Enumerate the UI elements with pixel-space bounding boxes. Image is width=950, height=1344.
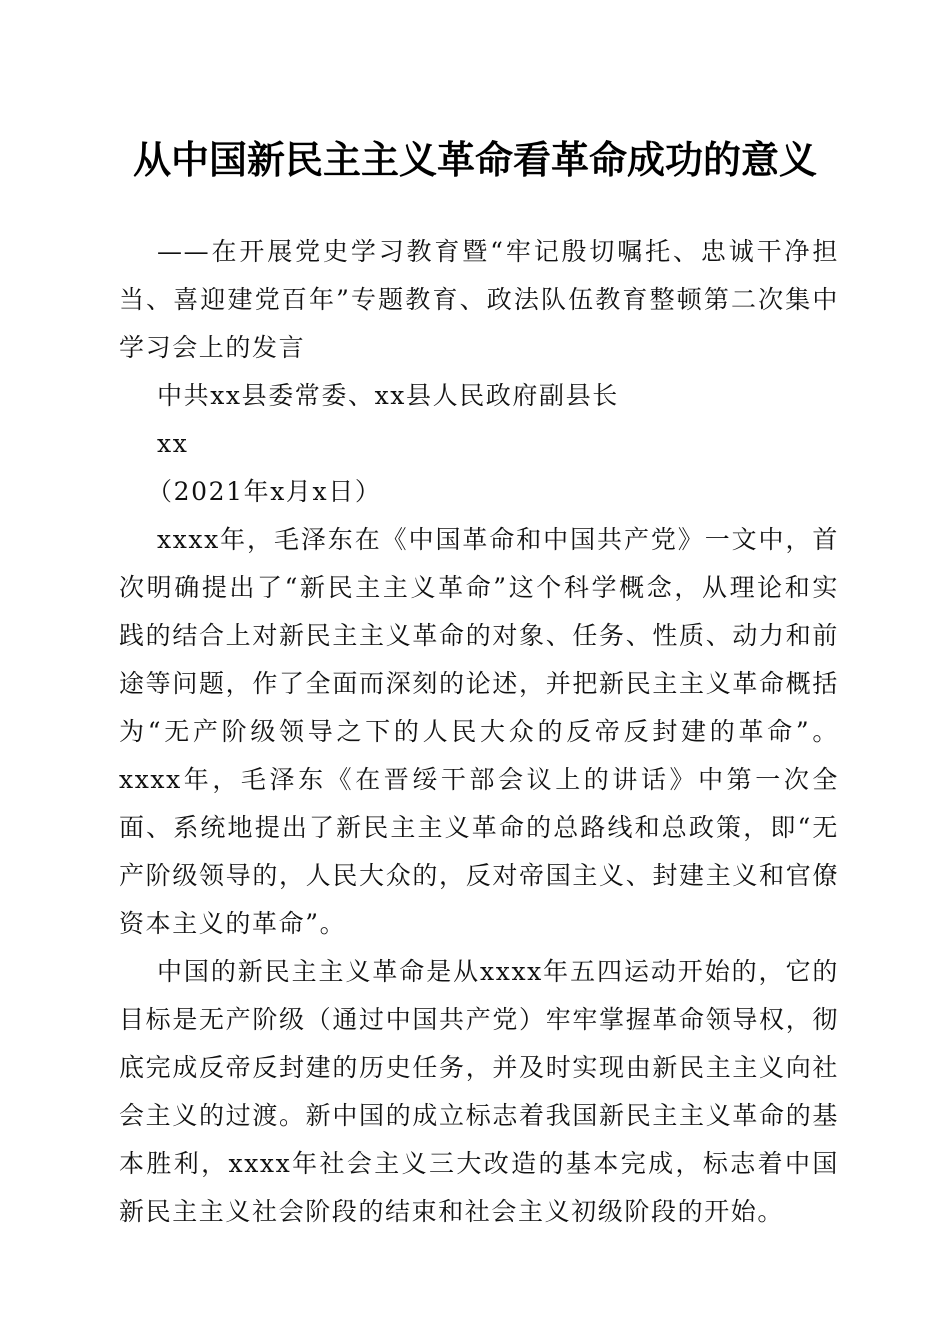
- body-paragraph: xxxx年，毛泽东在《中国革命和中国共产党》一文中，首次明确提出了“新民主主义革命”这个科学概念，从理论和实践的结合上对新民主主义革命的对象、任务、性质、动力和前途等问题，作了全面而深刻的论述，并把新民主主义革命概括为“无产阶级领导之下的人民大众的反帝反封建的革命”。xxxx年，毛泽东《在晋绥干部会议上的讲话》中第一次全面、系统地提出了新民主主义革命的总路线和总政策，即“无产阶级领导的，人民大众的，反对帝国主义、封建主义和官僚资本主义的革命”。: [119, 525, 839, 938]
- speech-date: （2021年x月x日）: [147, 477, 382, 506]
- document-subtitle: ——在开展党史学习教育暨“牢记殷切嘱托、忠诚干净担当、喜迎建党百年”专题教育、政法队伍教育整顿第二次集中学习会上的发言: [119, 237, 839, 362]
- author-position: 中共xx县委常委、xx县人民政府副县长: [157, 381, 619, 410]
- author-name: xx: [157, 429, 189, 458]
- document-title: 从中国新民主主义革命看革命成功的意义: [132, 137, 817, 182]
- body-paragraph: 中国的新民主主义革命是从xxxx年五四运动开始的，它的目标是无产阶级（通过中国共产党）牢牢掌握革命领导权，彻底完成反帝反封建的历史任务，并及时实现由新民主主义向社会主义的过渡。新中国的成立标志着我国新民主主义革命的基本胜利，xxxx年社会主义三大改造的基本完成，标志着中国新民主主义社会阶段的结束和社会主义初级阶段的开始。: [119, 957, 839, 1226]
- document-body: [119, 228, 839, 1236]
